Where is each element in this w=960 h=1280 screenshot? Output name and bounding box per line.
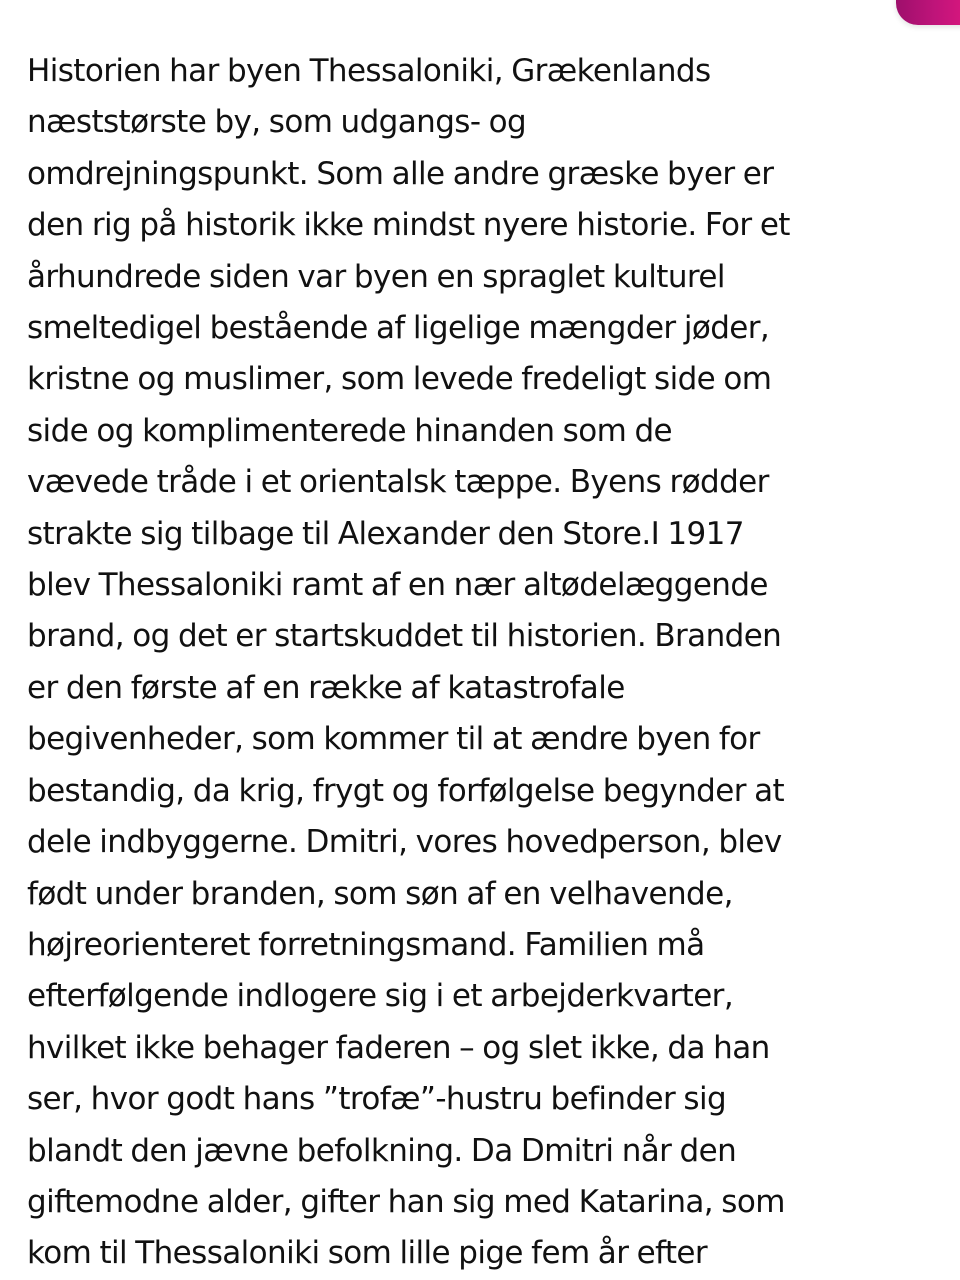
article-line: er den første af en række af katastrofale [27, 669, 625, 706]
article-line: Historien har byen Thessaloniki, Grækenlands [27, 53, 711, 89]
article-body [27, 46, 952, 1280]
article-line: side og komplimenterede hinanden som de [27, 412, 672, 449]
article-line: højreorienteret forretningsmand. Familien må [27, 926, 705, 963]
article-line: efterfølgende indlogere sig i et arbejderkvarter, [27, 978, 734, 1015]
article-line: den rig på historik ikke mindst nyere historie. For et [27, 207, 790, 244]
article-line: dele indbyggerne. Dmitri, vores hovedperson, blev [27, 824, 782, 861]
article-line: giftemodne alder, gifter han sig med Katarina, som [27, 1183, 785, 1220]
article-line: blandt den jævne befolkning. Da Dmitri når den [27, 1132, 737, 1169]
article-line: omdrejningspunkt. Som alle andre græske byer er [27, 155, 774, 192]
article-line: bestandig, da krig, frygt og forfølgelse begynder at [27, 772, 785, 809]
article-line: kristne og muslimer, som levede fredeligt side om [27, 361, 772, 398]
article-line: født under branden, som søn af en velhavende, [27, 875, 733, 912]
article-line: vævede tråde i et orientalsk tæppe. Byens rødder [27, 464, 769, 501]
article-line: begivenheder, som kommer til at ændre byen for [27, 721, 760, 758]
article-line: strakte sig tilbage til Alexander den Store.I 1917 [27, 515, 744, 552]
article-line: hvilket ikke behager faderen – og slet ikke, da han [27, 1029, 770, 1066]
article-line: kom til Thessaloniki som lille pige fem år efter [27, 1235, 707, 1272]
article-line: århundrede siden var byen en spraglet kulturel [27, 258, 725, 295]
article-line: smeltedigel bestående af ligelige mængder jøder, [27, 310, 770, 347]
accent-tab-button[interactable] [896, 0, 960, 25]
article-line: blev Thessaloniki ramt af en nær altødelæggende [27, 567, 768, 604]
article-line: ser, hvor godt hans ”trofæ”-hustru befinder sig [27, 1081, 727, 1118]
article-line: næststørste by, som udgangs- og [27, 104, 527, 141]
article-line: brand, og det er startskuddet til historien. Branden [27, 618, 782, 655]
